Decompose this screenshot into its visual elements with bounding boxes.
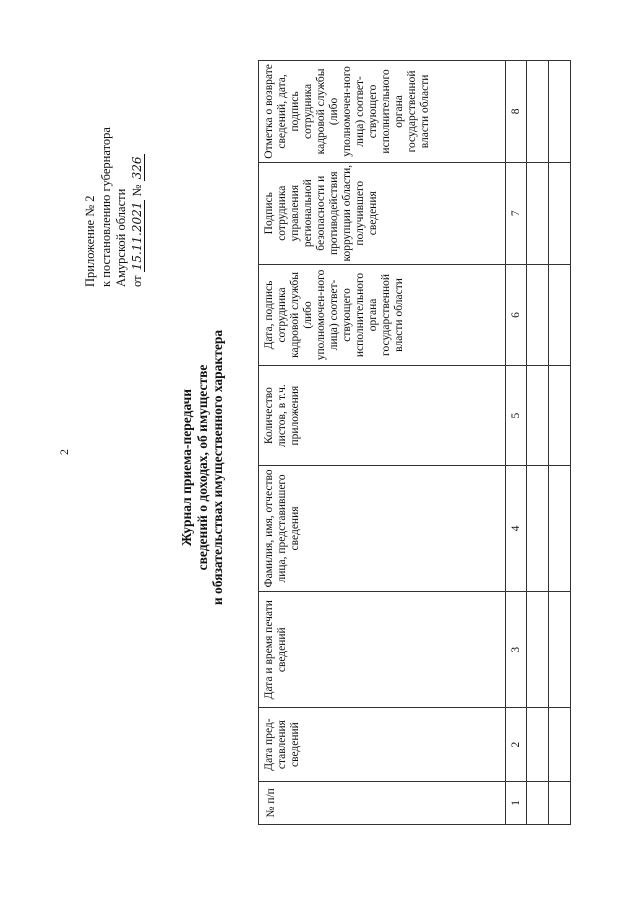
approval-line-3: Амурской области [114, 188, 128, 287]
empty-cell [527, 591, 549, 708]
empty-cell [549, 264, 571, 366]
empty-cell [527, 465, 549, 591]
header-cell-sheet-count: Количество листов, в т.ч. приложения [259, 366, 506, 466]
empty-cell [549, 61, 571, 163]
column-number: 8 [506, 61, 527, 163]
empty-table-row [527, 61, 549, 825]
column-number: 1 [506, 781, 527, 824]
date-prefix: от [129, 275, 144, 287]
title-line-2: сведений о доходах, об имуществе [194, 364, 210, 571]
handwritten-date: 15.11.2021 [129, 201, 144, 271]
title-line-1: Журнал приема-передачи [179, 388, 194, 547]
empty-cell [549, 465, 571, 591]
column-number: 5 [506, 366, 527, 466]
header-cell-hr-signature: Дата, подпись сотрудника кадровой службы (либо уполномочен-ного лица) соответ-ствующего исполнительного органа государственной власти области [259, 264, 506, 366]
empty-cell [527, 708, 549, 781]
empty-cell [549, 708, 571, 781]
document-title [179, 60, 226, 875]
column-number: 7 [506, 162, 527, 264]
empty-cell [527, 162, 549, 264]
empty-table-row [549, 61, 571, 825]
empty-cell [549, 591, 571, 708]
approval-date-line [130, 47, 146, 287]
column-number: 3 [506, 591, 527, 708]
header-cell-submission-date: Дата пред-ставления сведений [259, 708, 506, 781]
page-number: 2 [57, 449, 71, 455]
header-cell-submitter-name: Фамилия, имя, отчество лица, представившего сведения [259, 465, 506, 591]
column-number: 2 [506, 708, 527, 781]
column-number: 6 [506, 264, 527, 366]
empty-cell [549, 781, 571, 824]
empty-cell [527, 366, 549, 466]
header-cell-number: № п/п [259, 781, 506, 824]
approval-line-2: к постановлению губернатора [98, 127, 113, 287]
number-prefix: № [129, 184, 144, 197]
empty-cell [527, 781, 549, 824]
empty-cell [549, 162, 571, 264]
empty-cell [527, 61, 549, 163]
handwritten-number: 326 [129, 156, 144, 180]
header-cell-print-datetime: Дата и время печати сведений [259, 591, 506, 708]
column-number-row [506, 61, 527, 825]
approval-block [83, 47, 145, 287]
empty-cell [549, 366, 571, 466]
table-header-row [259, 61, 506, 825]
header-cell-return-mark: Отметка о возврате сведений, дата, подпись сотрудника кадровой службы (либо уполномочен-ного лица) соответ-ствующего исполнительного органа государственной власти области [259, 61, 506, 163]
header-cell-security-signature: Подпись сотрудника управления региональной безопасности и противодействия коррупции области, получившего сведения [259, 162, 506, 264]
approval-line-1: Приложение № 2 [83, 195, 97, 287]
journal-table [258, 60, 571, 825]
title-line-3: и обязательствах имущественного характера [210, 329, 225, 606]
empty-cell [527, 264, 549, 366]
column-number: 4 [506, 465, 527, 591]
rotated-page-content [83, 60, 563, 875]
